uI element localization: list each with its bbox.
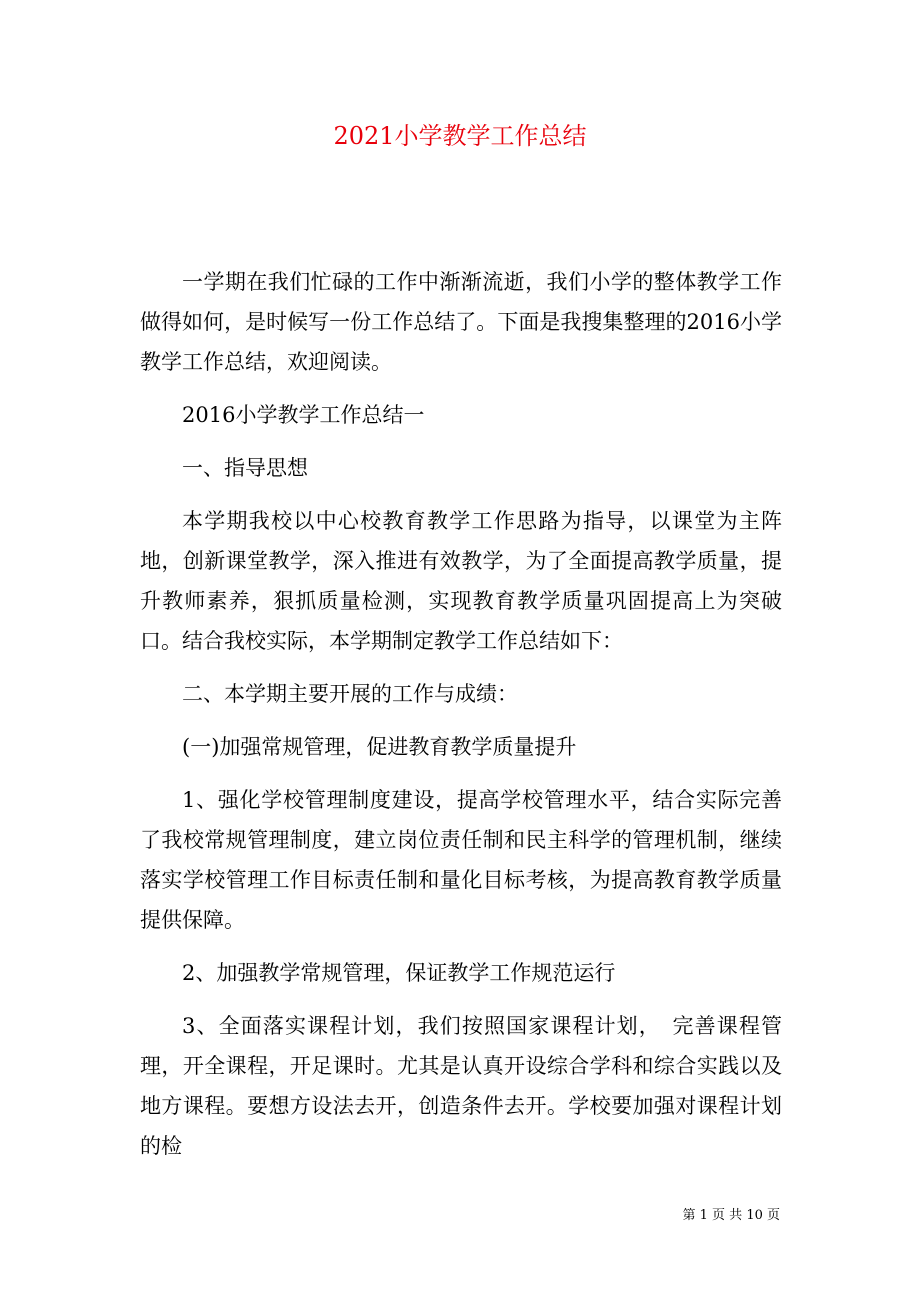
document-body bbox=[140, 262, 782, 1166]
paragraph-guiding-thought: 本学期我校以中心校教育教学工作思路为指导，以课堂为主阵地，创新课堂教学，深入推进有效教学，为了全面提高教学质量，提升教师素养，狠抓质量检测，实现教育教学质量巩固提高上为突破口。结合我校实际，本学期制定教学工作总结如下： bbox=[140, 509, 782, 653]
document-title: 2021小学教学工作总结 bbox=[333, 122, 587, 150]
page-number-footer: 第 1 页 共 10 页 bbox=[682, 1208, 780, 1223]
section-heading-main-work: 二、本学期主要开展的工作与成绩： bbox=[182, 682, 518, 706]
paragraph-item-1: 1、强化学校管理制度建设，提高学校管理水平，结合实际完善了我校常规管理制度，建立岗位责任制和民主科学的管理机制，继续落实学校管理工作目标责任制和量化目标考核，为提高教育教学质量提供保障。 bbox=[140, 788, 782, 932]
section-heading-summary-one: 2016小学教学工作总结一 bbox=[182, 403, 425, 427]
paragraph-intro: 一学期在我们忙碌的工作中渐渐流逝，我们小学的整体教学工作做得如何，是时候写一份工作总结了。下面是我搜集整理的2016小学教学工作总结，欢迎阅读。 bbox=[140, 270, 782, 374]
subheading-routine-management: (一)加强常规管理，促进教育教学质量提升 bbox=[182, 735, 577, 759]
section-heading-guiding-thought: 一、指导思想 bbox=[182, 456, 308, 480]
paragraph-item-3: 3、全面落实课程计划，我们按照国家课程计划， 完善课程管理，开全课程，开足课时。尤其是认真开设综合学科和综合实践以及地方课程。要想方设法去开，创造条件去开。学校要加强对课程计划的检 bbox=[140, 1014, 782, 1158]
paragraph-item-2: 2、加强教学常规管理，保证教学工作规范运行 bbox=[182, 961, 616, 985]
